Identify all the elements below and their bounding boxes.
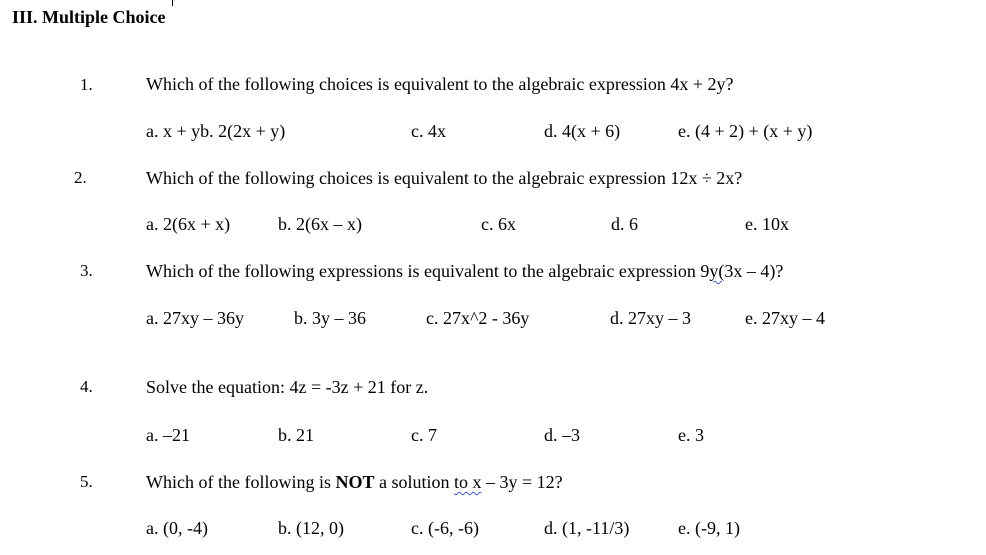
question-3-text: Which of the following expressions is equivalent to the algebraic expression 9y(3x – 4)? xyxy=(146,261,784,281)
question-4-choice-e: e. 3 xyxy=(678,425,704,445)
question-1-choice-e: e. (4 + 2) + (x + y) xyxy=(678,121,813,141)
question-3-choice-d: d. 27xy – 3 xyxy=(610,308,691,328)
question-3-choice-a: a. 27xy – 36y xyxy=(146,308,244,328)
question-5-choice-d: d. (1, -11/3) xyxy=(544,518,630,538)
question-2-choice-e: e. 10x xyxy=(745,214,789,234)
question-5-choice-c: c. (-6, -6) xyxy=(411,518,479,538)
question-3-choice-c: c. 27x^2 - 36y xyxy=(426,308,530,328)
top-edge-mark xyxy=(172,0,173,6)
question-3-number: 3. xyxy=(80,261,93,280)
question-2-choice-d: d. 6 xyxy=(611,214,638,234)
question-5-text: Which of the following is NOT a solution to x – 3y = 12? xyxy=(146,472,563,492)
question-1-choice-d: d. 4(x + 6) xyxy=(544,121,621,141)
question-3-choice-e: e. 27xy – 4 xyxy=(745,308,825,328)
section-title: III. Multiple Choice xyxy=(12,7,166,27)
question-3-choice-b: b. 3y – 36 xyxy=(294,308,366,328)
question-1-number: 1. xyxy=(80,75,93,94)
question-1-choice-ab: a. x + yb. 2(2x + y) xyxy=(146,121,286,141)
question-4-choice-d: d. –3 xyxy=(544,425,580,445)
question-4-number: 4. xyxy=(80,377,93,396)
question-5-flagged-text: to x xyxy=(453,472,482,492)
question-3-flagged-text: y( xyxy=(709,261,725,281)
question-4-choice-a: a. –21 xyxy=(146,425,190,445)
question-5-choice-e: e. (-9, 1) xyxy=(678,518,740,538)
question-1-choice-c: c. 4x xyxy=(411,121,446,141)
question-4-choice-b: b. 21 xyxy=(278,425,314,445)
question-2-choice-b: b. 2(6x – x) xyxy=(278,214,362,234)
question-5-number: 5. xyxy=(80,472,93,491)
question-5-choice-a: a. (0, -4) xyxy=(146,518,208,538)
question-4-text: Solve the equation: 4z = -3z + 21 for z. xyxy=(146,377,429,397)
question-2-choice-a: a. 2(6x + x) xyxy=(146,214,231,234)
question-1-text: Which of the following choices is equivalent to the algebraic expression 4x + 2y? xyxy=(146,74,734,94)
question-5-emphasis: NOT xyxy=(335,472,375,492)
question-2-number: 2. xyxy=(74,168,87,187)
question-2-text: Which of the following choices is equivalent to the algebraic expression 12x ÷ 2x? xyxy=(146,168,743,188)
question-2-choice-c: c. 6x xyxy=(481,214,516,234)
question-4-choice-c: c. 7 xyxy=(411,425,437,445)
question-5-choice-b: b. (12, 0) xyxy=(278,518,344,538)
